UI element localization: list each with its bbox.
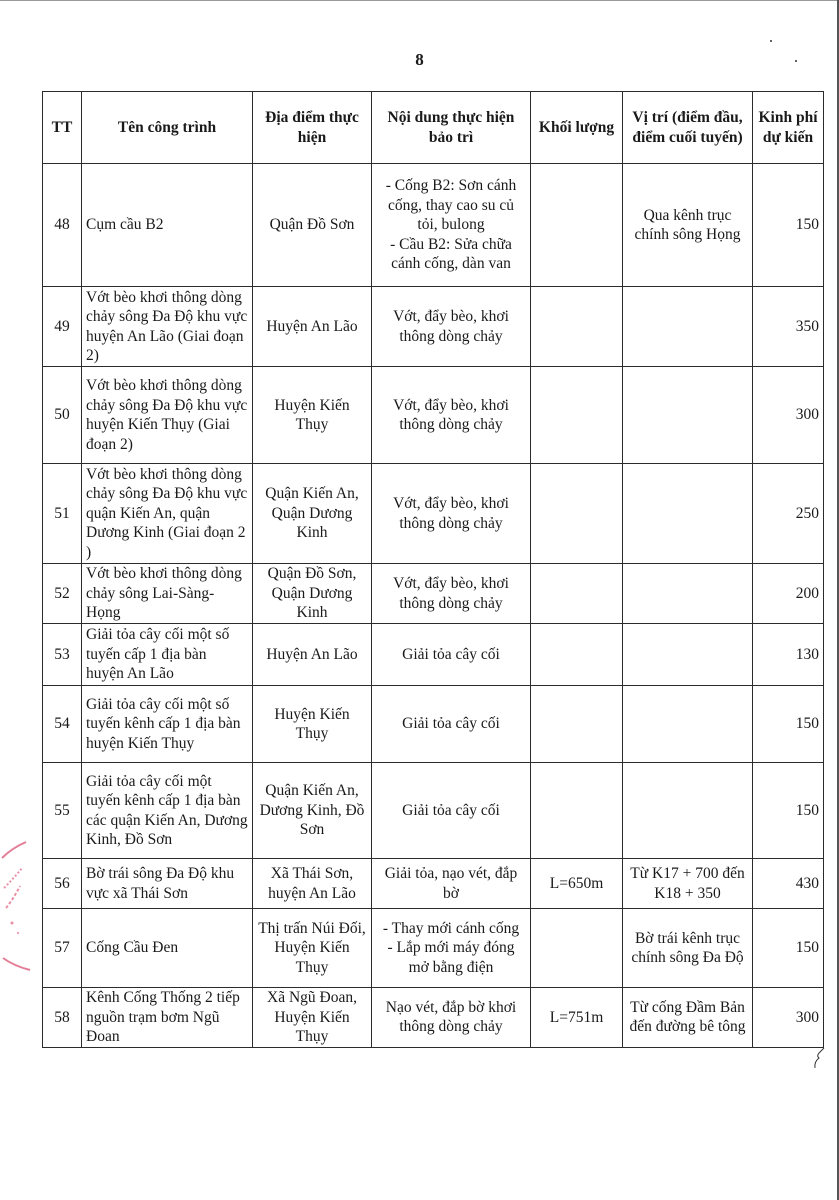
maintenance-table — [42, 91, 824, 1048]
row-position: Qua kênh trục chính sông Họng — [623, 164, 753, 287]
row-volume: L=650m — [531, 859, 623, 909]
row-content: Vớt, đẩy bèo, khơi thông dòng chảy — [372, 287, 531, 367]
row-location: Quận Kiến An, Dương Kinh, Đồ Sơn — [253, 763, 372, 859]
row-location: Huyện An Lão — [253, 624, 372, 686]
row-tt: 56 — [43, 859, 82, 909]
header-content: Nội dung thực hiện bảo trì — [372, 92, 531, 164]
row-name: Cống Cầu Đen — [82, 909, 253, 988]
table-row — [43, 909, 824, 988]
row-position: Từ K17 + 700 đến K18 + 350 — [623, 859, 753, 909]
row-location: Xã Thái Sơn, huyện An Lão — [253, 859, 372, 909]
row-cost: 130 — [753, 624, 824, 686]
row-position: Bờ trái kênh trục chính sông Đa Độ — [623, 909, 753, 988]
row-content: Giải tỏa, nạo vét, đắp bờ — [372, 859, 531, 909]
row-location: Quận Kiến An, Quận Dương Kinh — [253, 464, 372, 564]
initial-mark — [810, 1046, 830, 1070]
row-name: Vớt bèo khơi thông dòng chảy sông Đa Độ khu vực huyện Kiến Thụy (Giai đoạn 2) — [82, 367, 253, 464]
row-position — [623, 287, 753, 367]
row-cost: 350 — [753, 287, 824, 367]
row-volume — [531, 287, 623, 367]
row-name: Cụm cầu B2 — [82, 164, 253, 287]
row-cost: 430 — [753, 859, 824, 909]
row-position: Từ cống Đầm Bản đến đường bê tông — [623, 988, 753, 1048]
row-volume — [531, 909, 623, 988]
row-cost: 250 — [753, 464, 824, 564]
row-volume — [531, 164, 623, 287]
row-tt: 50 — [43, 367, 82, 464]
row-volume — [531, 464, 623, 564]
header-position: Vị trí (điểm đầu, điểm cuối tuyến) — [623, 92, 753, 164]
row-location: Huyện Kiến Thụy — [253, 686, 372, 763]
row-tt: 49 — [43, 287, 82, 367]
header-name: Tên công trình — [82, 92, 253, 164]
row-cost: 150 — [753, 164, 824, 287]
table-row — [43, 763, 824, 859]
table-row — [43, 287, 824, 367]
table-row — [43, 988, 824, 1048]
row-content: Giải tỏa cây cối — [372, 686, 531, 763]
row-location: Quận Đồ Sơn, Quận Dương Kinh — [253, 564, 372, 624]
table-row — [43, 859, 824, 909]
row-name: Giải tỏa cây cối một số tuyến kênh cấp 1 địa bàn huyện Kiến Thụy — [82, 686, 253, 763]
row-name: Vớt bèo khơi thông dòng chảy sông Đa Độ khu vực quận Kiến An, quận Dương Kinh (Giai đoạn 2 ) — [82, 464, 253, 564]
row-content: Giải tỏa cây cối — [372, 763, 531, 859]
row-tt: 57 — [43, 909, 82, 988]
row-tt: 55 — [43, 763, 82, 859]
table-row — [43, 564, 824, 624]
table-row — [43, 686, 824, 763]
row-location: Xã Ngũ Đoan, Huyện Kiến Thụy — [253, 988, 372, 1048]
table-row — [43, 624, 824, 686]
row-tt: 52 — [43, 564, 82, 624]
row-name: Giải tỏa cây cối một số tuyến cấp 1 địa bàn huyện An Lão — [82, 624, 253, 686]
row-volume — [531, 367, 623, 464]
row-cost: 300 — [753, 367, 824, 464]
row-content: - Cống B2: Sơn cánh cống, thay cao su củ tỏi, bulong - Cầu B2: Sửa chữa cánh cống, dàn van — [372, 164, 531, 287]
row-cost: 150 — [753, 763, 824, 859]
row-name: Vớt bèo khơi thông dòng chảy sông Lai-Sàng-Họng — [82, 564, 253, 624]
row-position — [623, 686, 753, 763]
row-cost: 150 — [753, 909, 824, 988]
table-header-row — [43, 92, 824, 164]
row-position — [623, 564, 753, 624]
row-tt: 48 — [43, 164, 82, 287]
row-name: Kênh Cống Thống 2 tiếp nguồn trạm bơm Ngũ Đoan — [82, 988, 253, 1048]
row-cost: 200 — [753, 564, 824, 624]
row-position — [623, 624, 753, 686]
row-position — [623, 367, 753, 464]
row-volume — [531, 763, 623, 859]
header-cost: Kinh phí dự kiến — [753, 92, 824, 164]
red-stamp-fragment — [0, 828, 40, 973]
row-volume — [531, 564, 623, 624]
header-volume: Khối lượng — [531, 92, 623, 164]
row-location: Quận Đồ Sơn — [253, 164, 372, 287]
table-row — [43, 164, 824, 287]
table-row — [43, 367, 824, 464]
row-cost: 300 — [753, 988, 824, 1048]
row-name: Giải tỏa cây cối một tuyến kênh cấp 1 địa bàn các quận Kiến An, Dương Kinh, Đồ Sơn — [82, 763, 253, 859]
row-content: Vớt, đẩy bèo, khơi thông dòng chảy — [372, 464, 531, 564]
row-position — [623, 464, 753, 564]
row-volume — [531, 686, 623, 763]
row-position — [623, 763, 753, 859]
row-content: Nạo vét, đắp bờ khơi thông dòng chảy — [372, 988, 531, 1048]
page-number: 8 — [415, 50, 424, 69]
row-content: Giải tỏa cây cối — [372, 624, 531, 686]
row-cost: 150 — [753, 686, 824, 763]
table-row — [43, 464, 824, 564]
row-content: Vớt, đẩy bèo, khơi thông dòng chảy — [372, 367, 531, 464]
row-tt: 58 — [43, 988, 82, 1048]
header-tt: TT — [43, 92, 82, 164]
scan-edge-top — [0, 0, 839, 1]
row-location: Huyện An Lão — [253, 287, 372, 367]
row-content: Vớt, đẩy bèo, khơi thông dòng chảy — [372, 564, 531, 624]
row-tt: 54 — [43, 686, 82, 763]
row-name: Vớt bèo khơi thông dòng chảy sông Đa Độ khu vực huyện An Lão (Giai đoạn 2) — [82, 287, 253, 367]
row-volume — [531, 624, 623, 686]
row-tt: 53 — [43, 624, 82, 686]
scan-speck — [770, 40, 772, 42]
row-volume: L=751m — [531, 988, 623, 1048]
row-content: - Thay mới cánh cống - Lắp mới máy đóng mở bằng điện — [372, 909, 531, 988]
row-location: Thị trấn Núi Đối, Huyện Kiến Thụy — [253, 909, 372, 988]
row-tt: 51 — [43, 464, 82, 564]
row-name: Bờ trái sông Đa Độ khu vực xã Thái Sơn — [82, 859, 253, 909]
row-location: Huyện Kiến Thụy — [253, 367, 372, 464]
header-location: Địa điểm thực hiện — [253, 92, 372, 164]
